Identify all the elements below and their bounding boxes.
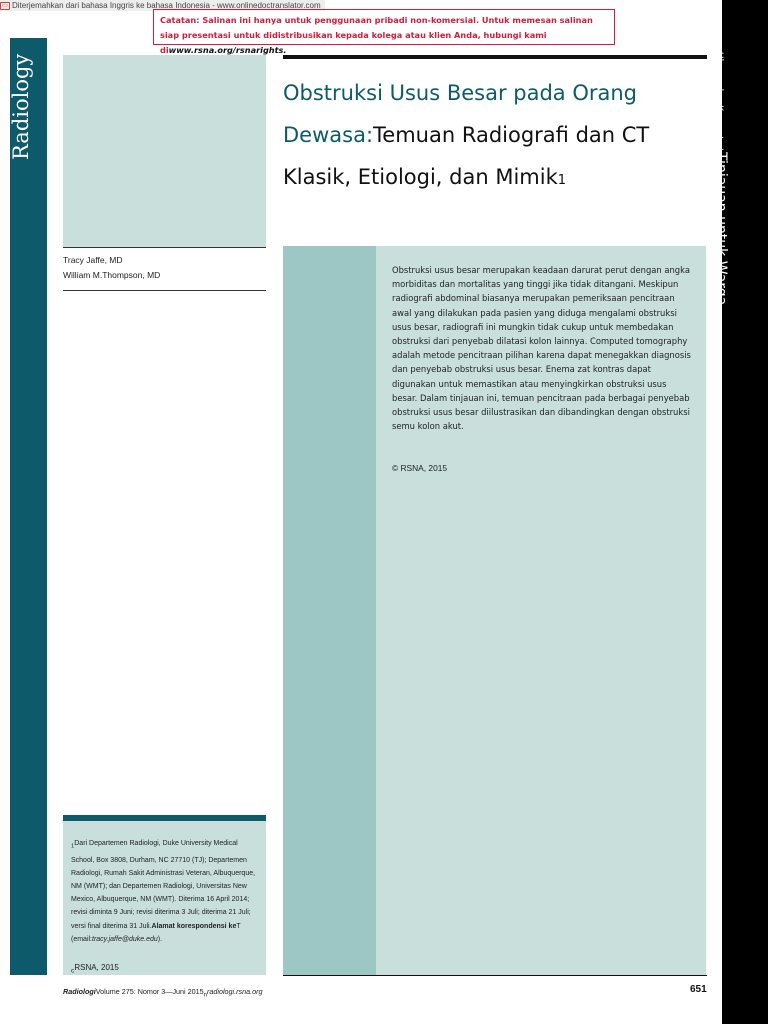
page-number: 651: [690, 984, 707, 995]
correspondence-label: Alamat korespondensi ke: [151, 922, 237, 930]
journal-name: Radiology: [9, 53, 33, 160]
translate-icon: ▭: [0, 2, 10, 10]
section-label-big: Tinjauan untuk Warga: [713, 151, 729, 306]
email-suffix: ).: [157, 935, 163, 943]
affiliation-copy-mark: c: [71, 967, 75, 975]
title-black: Temuan Radiografi dan CT Klasik, Etiologi, dan Mimik: [283, 123, 650, 189]
abstract-text: Obstruksi usus besar merupakan keadaan darurat perut dengan angka morbiditas dan mortalitas yang tinggi jika tidak ditangani. Meskipun radiografi abdominal biasanya merupakan pemeriksaan pencitraan awal yang dilakukan pada pasien yang diduga mengalami obstruksi usus besar, radiografi ini mungkin tidak cukup untuk membedakan obstruksi dari penyebab dilatasi kolon lainnya. Computed tomography adalah metode pencitraan pilihan karena dapat menegakkan diagnosis dan penyebab obstruksi usus besar. Enema zat kontras dapat digunakan untuk memastikan atau menyingkirkan obstruksi usus besar. Dalam tinjauan ini, temuan pencitraan pada berbagai penyebab obstruksi usus besar diilustrasikan dan dibandingkan dengan obstruksi semu kolon akut.: [392, 265, 691, 432]
left-panel-top: [63, 55, 266, 247]
translator-text[interactable]: Diterjemahkan dari bahasa Inggris ke bahasa Indonesia - www.onlinedoctranslator.com: [12, 1, 321, 10]
notice-text: Catatan: Salinan ini hanya untuk penggunaan pribadi non-komersial. Untuk memesan salinan siap presentasi untuk didistribusikan kepada kolega atau klien Anda, hubungi kami di: [160, 15, 593, 55]
footer-issue: Volume 275: Nomor 3—Juni 2015: [95, 987, 204, 996]
section-separator: \: [714, 148, 724, 152]
authors: [63, 253, 160, 283]
title-teal: Obstruksi Usus Besar pada Orang Dewasa:: [283, 81, 638, 147]
notice-url[interactable]: www.rsna.org/rsnarights.: [168, 45, 287, 55]
author-rule-top: [63, 247, 266, 248]
abstract-copyright: © RSNA, 2015: [392, 463, 448, 474]
journal-band: [10, 38, 47, 975]
affiliation-mark: 1: [71, 843, 75, 850]
affiliation-copy-text: RSNA, 2015: [74, 963, 119, 972]
abstract-side-panel: [283, 246, 376, 975]
affiliation-panel: [63, 815, 266, 975]
affiliation-text: [71, 837, 260, 946]
author-2: William M.Thompson, MD: [63, 270, 161, 280]
article-title: [283, 72, 713, 202]
correspondence-email[interactable]: tracy.jaffe@duke.edu: [92, 935, 158, 943]
affiliation-body: Dari Departemen Radiologi, Duke University Medical School, Box 3808, Durham, NC 27710 (TJ); Departemen Radiologi, Rumah Sakit Administrasi Veteran, Albuquerque, NM (WMT); dan Departemen Radiologi, Universitas New Mexico, Albuquerque, NM (WMT). Diterima 16 April 2014; revisi diminta 9 Juni; revisi diterima 3 Juli; diterima 21 Juli; versi final diterima 31 Juli.: [71, 840, 256, 930]
footer-site-mark: n: [203, 992, 207, 999]
correspondence-tail: T: [236, 922, 241, 930]
footer-website[interactable]: radiologi.rsna.org: [206, 987, 263, 996]
affiliation-copyright: [71, 961, 119, 978]
section-label-small: Ulasan dan Komentar: [714, 52, 724, 149]
bottom-rule: [283, 975, 707, 976]
section-label: [713, 52, 732, 305]
author-1: Tracy Jaffe, MD: [63, 255, 123, 265]
footer-journal: Radiologi: [63, 987, 96, 996]
rights-notice: [153, 9, 615, 55]
page-footer: [63, 987, 263, 998]
abstract-panel: [376, 246, 706, 975]
top-rule: [283, 55, 707, 59]
title-footnote: 1: [557, 173, 567, 188]
email-prefix: (email:: [71, 935, 93, 943]
author-rule-bottom: [63, 290, 266, 291]
